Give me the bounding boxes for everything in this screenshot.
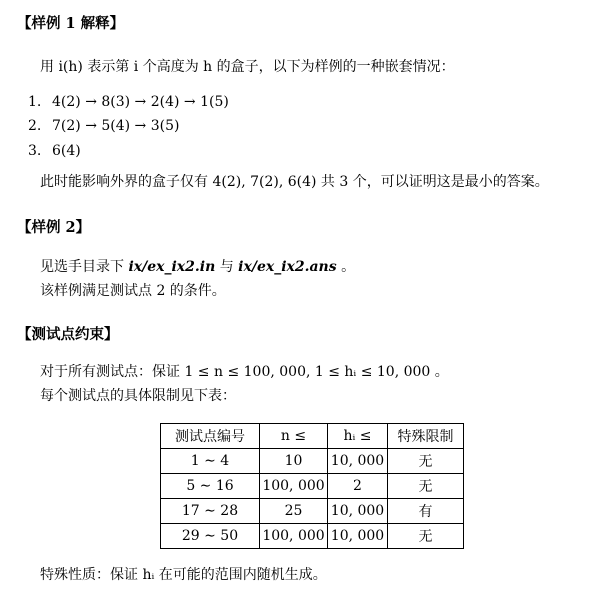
text-segment: 与 xyxy=(215,259,239,275)
column-header-h: hᵢ ≤ xyxy=(328,424,388,449)
table-cell: 10, 000 xyxy=(328,524,388,549)
table-cell: 100, 000 xyxy=(260,474,328,499)
text-segment: 见选手目录下 xyxy=(40,259,129,275)
sample1-heading: 【样例 1 解释】 xyxy=(17,15,125,32)
table-cell: 有 xyxy=(388,499,464,524)
list-item-number: 3. xyxy=(28,143,42,159)
constraints-global: 对于所有测试点：保证 1 ≤ n ≤ 100, 000, 1 ≤ hᵢ ≤ 10, 000 。 xyxy=(40,364,449,380)
column-header-n: n ≤ xyxy=(260,424,328,449)
table-row xyxy=(161,449,464,474)
special-property: 特殊性质：保证 hᵢ 在可能的范围内随机生成。 xyxy=(40,567,327,583)
list-item-number: 2. xyxy=(28,118,42,134)
list-item-text: 4(2) → 8(3) → 2(4) → 1(5) xyxy=(52,94,229,110)
sample1-intro: 用 i(h) 表示第 i 个高度为 h 的盒子，以下为样例的一种嵌套情况： xyxy=(40,59,455,75)
answer-filename: ix/ex_ix2.ans xyxy=(238,259,337,275)
table-cell: 无 xyxy=(388,524,464,549)
table-header-row xyxy=(161,424,464,449)
list-item-text: 7(2) → 5(4) → 3(5) xyxy=(52,118,180,134)
list-item xyxy=(28,92,229,112)
list-item-text: 6(4) xyxy=(52,143,81,159)
table-cell: 17 ∼ 28 xyxy=(161,499,260,524)
table-cell: 1 ∼ 4 xyxy=(161,449,260,474)
constraints-table xyxy=(160,423,464,549)
list-item xyxy=(28,141,81,161)
input-filename: ix/ex_ix2.in xyxy=(128,259,216,275)
column-header-testcase: 测试点编号 xyxy=(161,424,260,449)
constraints-heading: 【测试点约束】 xyxy=(17,326,119,343)
table-row xyxy=(161,499,464,524)
list-item-number: 1. xyxy=(28,94,42,110)
table-cell: 100, 000 xyxy=(260,524,328,549)
sample2-condition: 该样例满足测试点 2 的条件。 xyxy=(40,283,226,299)
constraints-table-intro: 每个测试点的具体限制见下表： xyxy=(40,388,236,404)
table-cell: 无 xyxy=(388,474,464,499)
table-cell: 10, 000 xyxy=(328,499,388,524)
table-cell: 10 xyxy=(260,449,328,474)
table-cell: 29 ∼ 50 xyxy=(161,524,260,549)
table-row xyxy=(161,524,464,549)
text-segment: 。 xyxy=(336,259,356,275)
list-item xyxy=(28,116,179,136)
sample2-heading: 【样例 2】 xyxy=(17,219,91,236)
table-row xyxy=(161,474,464,499)
column-header-special: 特殊限制 xyxy=(388,424,464,449)
table-cell: 2 xyxy=(328,474,388,499)
sample2-files-line xyxy=(40,257,355,277)
sample1-conclusion: 此时能影响外界的盒子仅有 4(2), 7(2), 6(4) 共 3 个，可以证明这是最小的答案。 xyxy=(40,174,549,190)
table-cell: 5 ∼ 16 xyxy=(161,474,260,499)
table-cell: 10, 000 xyxy=(328,449,388,474)
table-cell: 无 xyxy=(388,449,464,474)
table-cell: 25 xyxy=(260,499,328,524)
